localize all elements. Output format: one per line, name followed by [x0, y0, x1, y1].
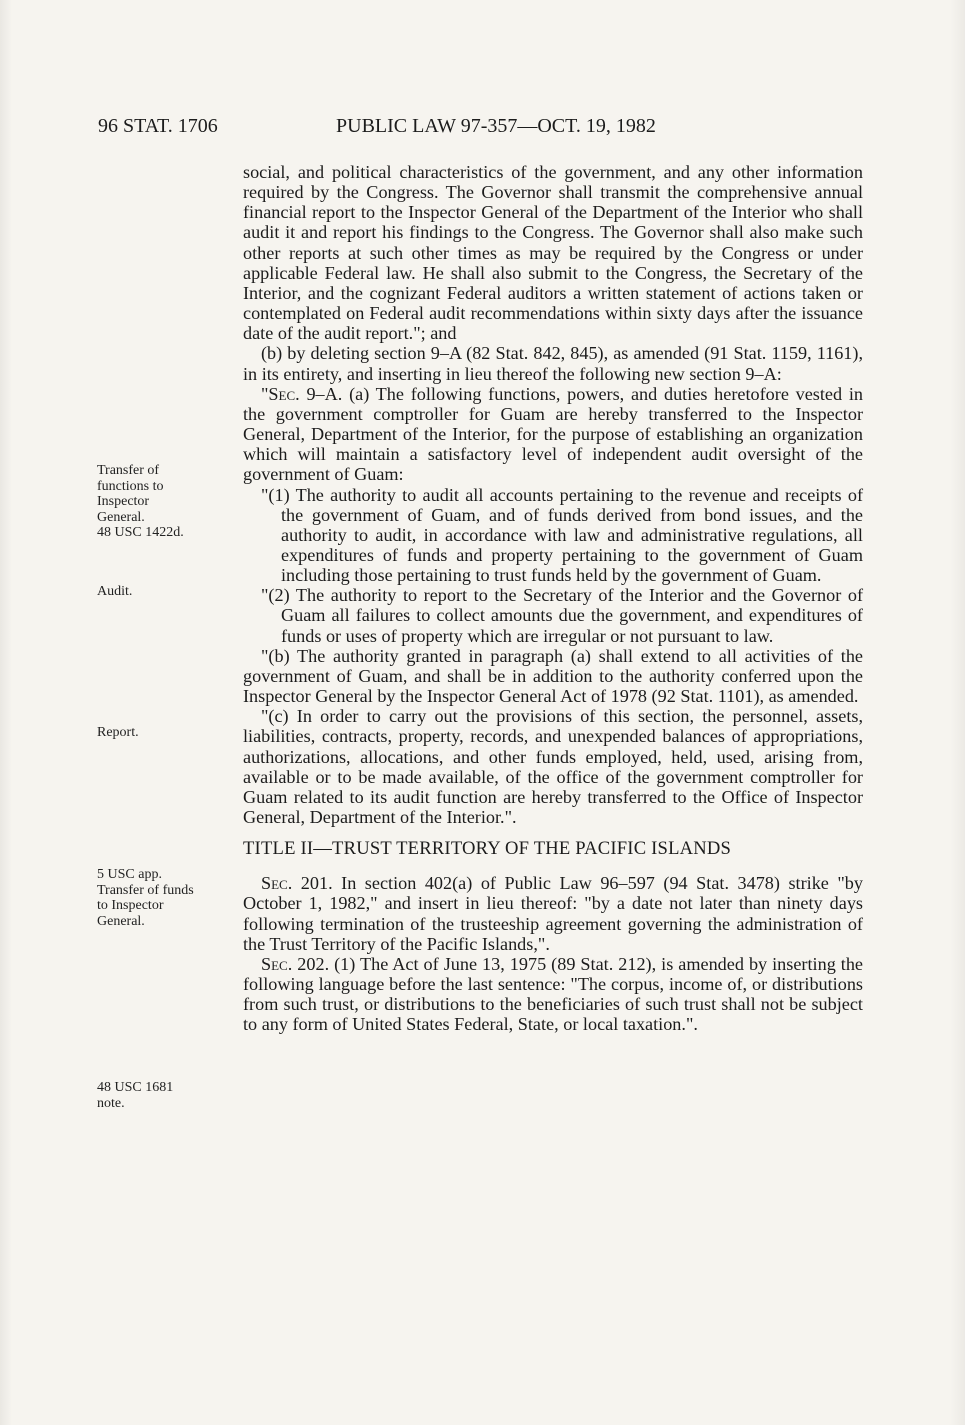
- paragraph-report-authority: "(2) The authority to report to the Secretary of the Interior and the Governor of Guam all failures to collect amounts due the government, and expenditures of funds or uses of property which are irregular or not pursuant to law.: [261, 585, 863, 646]
- section-lead: Sec.: [261, 953, 293, 974]
- title-ii-heading: TITLE II—TRUST TERRITORY OF THE PACIFIC ISLANDS: [243, 838, 732, 860]
- paragraph-b-deleting-section: (b) by deleting section 9–A (82 Stat. 842, 845), as amended (91 Stat. 1159, 1161), in its entirety, and inserting in lieu thereof the following new section 9–A:: [243, 343, 863, 384]
- paragraph-b-authority: "(b) The authority granted in paragraph (a) shall extend to all activities of the government of Guam, and shall be in addition to the authority conferred upon the Inspector General by the Inspector General Act of 1978 (92 Stat. 1101), as amended.: [243, 645, 863, 707]
- public-law-title: PUBLIC LAW 97-357—OCT. 19, 1982: [336, 115, 656, 137]
- paragraph-governor-reports: social, and political characteristics of the government, and any other information required by the Congress. The Governor shall transmit the comprehensive annual financial report to the Inspector General of the Department of the Interior who shall audit it and report his findings to the Congress. The Governor shall also make such other reports at such other times as may be required by the Congress or under applicable Federal law. He shall also submit to the Congress, the Secretary of the Interior, and the cognizant Federal auditors a written statement of actions taken or contemplated on Federal audit recommendations within sixty days after the issuance date of the audit report."; and: [243, 162, 863, 344]
- paragraph-audit-authority: "(1) The authority to audit all accounts pertaining to the revenue and receipts of the government of Guam, and of funds derived from bond issues, and the authority to audit, in accordance with law and administrative regulations, all expenditures of funds and property pertaining to the government of Guam including those pertaining to trust funds held by the government of Guam.: [261, 484, 863, 586]
- margin-note-48-usc-1681: 48 USC 1681 note.: [97, 1080, 174, 1111]
- margin-note-audit: Audit.: [97, 584, 133, 599]
- paragraph-sec-9a: "Sec. 9–A. (a) The following functions, powers, and duties heretofore vested in the government comptroller for Guam are hereby transferred to the Inspector General, Department of the Interior, for the purpose of establishing an organization which will maintain a satisfactory level of independent audit oversight of the government of Guam:: [243, 383, 863, 485]
- margin-note-transfer-of-funds: 5 USC app. Transfer of funds to Inspector General.: [97, 867, 194, 929]
- section-lead: Sec.: [261, 873, 293, 894]
- margin-note-report: Report.: [97, 725, 139, 740]
- paragraph-sec-202: Sec. 202. (1) The Act of June 13, 1975 (89 Stat. 212), is amended by inserting the following language before the last sentence: "The corpus, income of, or distributions from such trust, or distributions to the beneficiaries of such trust shall not be subject to any form of United States Federal, State, or local taxation.".: [243, 953, 864, 1035]
- stat-page-number: 96 STAT. 1706: [98, 115, 218, 137]
- section-lead: "Sec.: [261, 383, 300, 404]
- paragraph-c-transfer: "(c) In order to carry out the provisions of this section, the personnel, assets, liabilities, contracts, property, records, and unexpended balances of appropriations, authorizations, allocations, and other funds employed, held, used, arising from, available or to be made available, of the office of the government comptroller for Guam related to its audit function are hereby transferred to the Office of Inspector General, Department of the Interior.".: [243, 706, 863, 827]
- body-text: [243, 162, 863, 1035]
- margin-note-transfer-of-functions: Transfer of functions to Inspector General. 48 USC 1422d.: [97, 463, 184, 540]
- page-header: [98, 115, 838, 141]
- paragraph-sec-201: Sec. 201. In section 402(a) of Public Law 96–597 (94 Stat. 3478) strike "by October 1, 1982," and insert in lieu thereof: "by a date not later than ninety days following termination of the trusteeship agreement governing the administration of the Trust Territory of the Pacific Islands,".: [243, 873, 863, 954]
